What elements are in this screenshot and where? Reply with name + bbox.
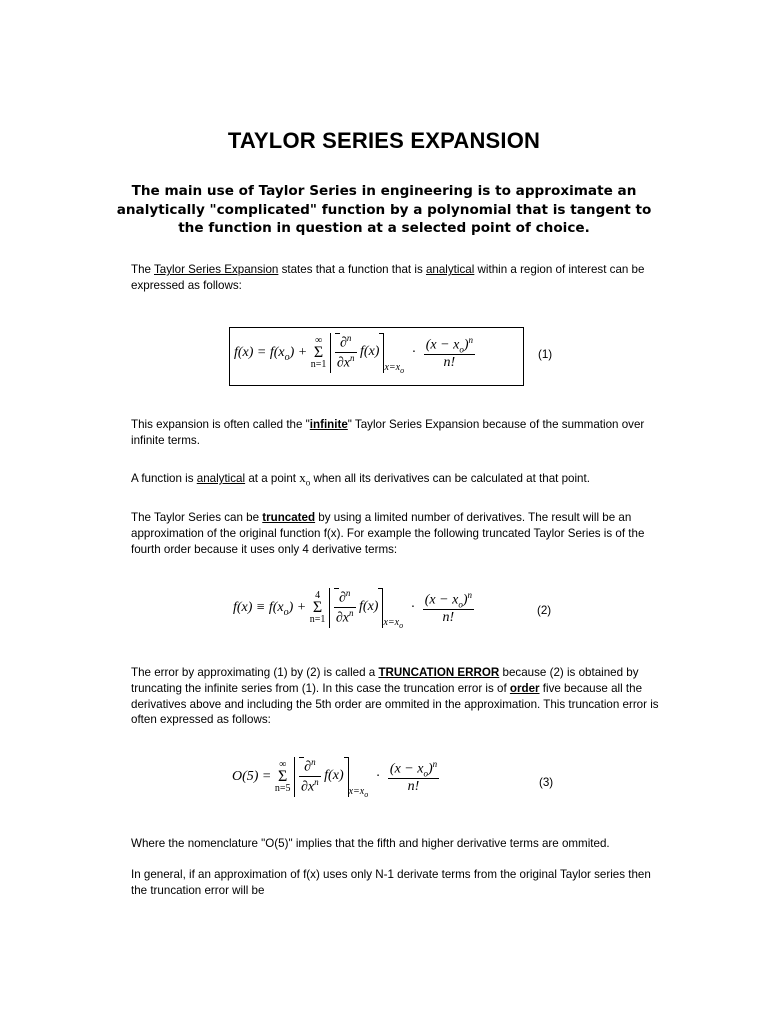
eq1-ftop-close: ) [463, 337, 469, 353]
eq1-dbot-exp: n [350, 352, 355, 363]
eq3-dot: · [375, 769, 381, 785]
paragraph-nomenclature: Where the nomenclature "O(5)" implies that the fifth and higher derivative terms are ommited. [131, 837, 610, 850]
eq2-eval: x=x [383, 617, 400, 629]
eq1-fx: f(x) [356, 344, 380, 360]
eq3-eval-sub: o [364, 790, 369, 800]
eq2-ftop-exp: n [467, 589, 472, 600]
eq3-dtop: ∂ [304, 759, 312, 775]
eq1-dot: · [411, 345, 417, 361]
eq2-lhs: f(x) ≡ f(x [233, 600, 284, 616]
equation-2 [233, 588, 474, 630]
eq3-dbot-exp: n [314, 776, 319, 787]
truncated-text-post: by using a limited number of derivatives. The result will be an approximation of the original function f(x). For example the following truncated Taylor Series is of the fourth order because it uses only 4 derivative terms: [131, 511, 645, 556]
eq1-dtop-exp: n [346, 333, 352, 343]
eq2-summation [310, 590, 326, 626]
eq3-sum-lower: n=5 [274, 783, 291, 794]
infinite-text-pre: This expansion is often called the " [131, 418, 310, 431]
eq1-ftop-exp: n [468, 334, 473, 345]
eq1-fbot: n! [443, 355, 456, 371]
eq3-fbot: n! [407, 779, 420, 795]
eq1-dbot: ∂x [336, 355, 351, 371]
eq3-summation [275, 759, 291, 795]
paragraph-infinite [131, 417, 661, 449]
eq2-dot: · [410, 600, 416, 616]
eq2-derivative [334, 588, 356, 626]
eq3-derivative [299, 757, 321, 795]
analytical-text-mid: at a point [245, 472, 300, 485]
eq2-eval-sub: o [399, 621, 404, 631]
eq3-ftop-close: ) [427, 761, 433, 777]
eq1-sum-sigma: Σ [313, 344, 324, 361]
paragraph-truncated [131, 510, 661, 557]
eq3-dbot: ∂x [301, 779, 315, 795]
infinite-text-post: " Taylor Series Expansion because of the summation over infinite terms. [131, 418, 645, 447]
eq3-dtop-exp: n [311, 757, 316, 767]
eq1-eval: x=x [384, 362, 401, 374]
eq3-ftop-sub: o [423, 768, 428, 779]
eq1-ftop: (x − x [425, 337, 460, 353]
eq2-ftop-close: ) [462, 592, 468, 608]
eq3-sum-upper: ∞ [279, 759, 287, 770]
trunc-err-text-mid: because (2) is obtained by truncating the infinite series from (1). In this case the truncation error is of [131, 666, 639, 695]
eq1-ftop-sub: o [459, 344, 464, 355]
eq2-ftop: (x − x [424, 592, 459, 608]
eq2-bracket [329, 588, 384, 628]
equation-3-number: (3) [539, 776, 554, 789]
eq3-fx: f(x) [320, 768, 344, 784]
eq2-sum-upper: 4 [315, 590, 321, 601]
eq1-plus: ) + [289, 345, 311, 361]
term-infinite: infinite [309, 418, 348, 431]
term-taylor-series-expansion: Taylor Series Expansion [154, 263, 279, 276]
eq3-eval: x=x [348, 786, 365, 798]
eq1-dtop: ∂ [340, 335, 347, 351]
eq1-derivative [335, 333, 357, 371]
eq2-sum-lower: n=1 [309, 614, 326, 625]
eq2-sub: o [283, 607, 289, 619]
eq1-sum-lower: n=1 [310, 359, 327, 370]
eq1-bracket [330, 333, 385, 373]
eq2-fx: f(x) [355, 599, 379, 615]
term-analytical-2: analytical [196, 472, 246, 485]
intro-text-post: within a region of interest can be expressed as follows: [131, 263, 645, 292]
lead-paragraph: The main use of Taylor Series in engineering is to approximate an analytically "complicated" function by a polynomial that is tangent to the function in question at a selected point of choice. [116, 183, 652, 236]
eq2-fbot: n! [442, 610, 455, 626]
eq2-dbot-exp: n [349, 607, 354, 618]
analytical-text-pre: A function is [131, 472, 197, 485]
analytical-text-post: when all its derivatives can be calculated at that point. [310, 472, 590, 485]
eq1-fraction [424, 335, 475, 371]
paragraph-general: In general, if an approximation of f(x) uses only N-1 derivate terms from the original Taylor series then the truncation error will be [131, 868, 651, 897]
truncated-text-pre: The Taylor Series can be [131, 511, 263, 524]
eq3-bracket [294, 757, 349, 797]
paragraph-truncation-error [131, 665, 661, 728]
eq3-sum-sigma: Σ [278, 768, 288, 785]
eq1-eval-sub: o [400, 366, 405, 376]
eq1-lhs: f(x) = f(x [234, 345, 285, 361]
eq2-fraction [423, 590, 474, 626]
eq3-ftop: (x − x [389, 761, 424, 777]
term-truncated: truncated [262, 511, 316, 524]
term-order: order [509, 681, 540, 695]
paragraph-analytical [131, 470, 661, 491]
term-analytical: analytical [425, 263, 475, 276]
paragraph-intro [131, 262, 661, 294]
symbol-x-o: $x_o$ [299, 470, 311, 488]
eq2-ftop-sub: o [458, 599, 463, 610]
eq1-sum-upper: ∞ [315, 335, 323, 346]
equation-1 [234, 333, 475, 375]
equation-3 [232, 757, 439, 799]
equation-2-number: (2) [537, 604, 552, 617]
eq2-plus: ) + [288, 600, 310, 616]
term-truncation-error: TRUNCATION ERROR [378, 666, 500, 679]
eq3-ftop-exp: n [432, 758, 438, 769]
eq2-sum-sigma: Σ [312, 599, 323, 616]
intro-text-pre: The [131, 263, 154, 276]
page-title: TAYLOR SERIES EXPANSION [227, 128, 541, 153]
eq2-dtop: ∂ [339, 590, 346, 606]
trunc-err-text-pre: The error by approximating (1) by (2) is called a [131, 666, 379, 679]
intro-text-mid: states that a function that is [278, 263, 426, 276]
eq3-fraction [388, 759, 439, 795]
eq2-dbot: ∂x [335, 610, 350, 626]
equation-1-number: (1) [538, 348, 553, 361]
eq3-lhs: O(5) = [232, 769, 275, 785]
trunc-err-text-post: five because all the derivatives above and including the 5th order are ommited in the approximation. This truncation error is often expressed as follows: [131, 681, 659, 727]
eq2-dtop-exp: n [345, 588, 351, 598]
eq1-summation [311, 335, 327, 371]
eq1-sub: o [284, 352, 290, 364]
